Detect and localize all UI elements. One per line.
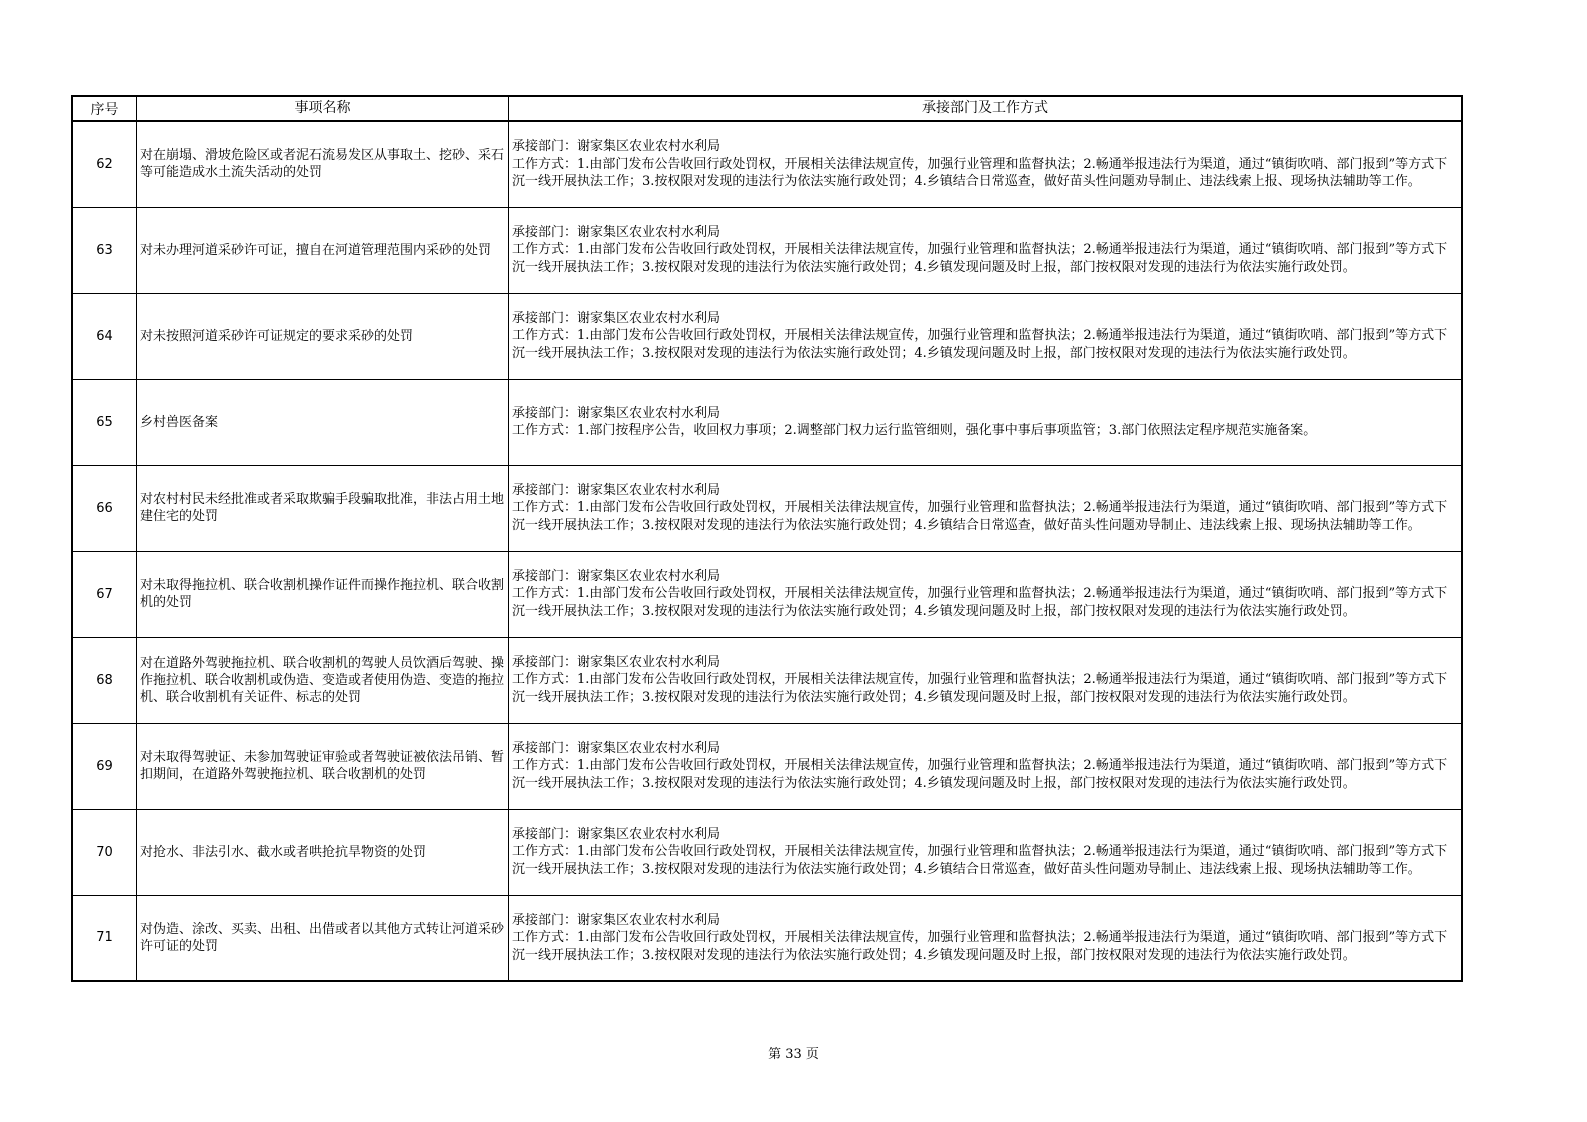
row-item-name: 对伪造、涂改、买卖、出租、出借或者以其他方式转让河道采砂许可证的处罚 xyxy=(137,895,509,981)
row-dept: 承接部门：谢家集区农业农村水利局 xyxy=(512,568,721,584)
row-method: 工作方式：1.由部门发布公告收回行政处罚权，开展相关法律法规宣传，加强行业管理和监督执法；2.畅通举报违法行为渠道，通过“镇街吹哨、部门报到”等方式下沉一线开展执法工作；3.按权限对发现的违法行为依法实施行政处罚；4.乡镇发现问题及时上报，部门按权限对发现的违法行为依法实施行政处罚。 xyxy=(512,930,1448,963)
items-table xyxy=(71,95,1463,982)
row-item-name: 乡村兽医备案 xyxy=(137,379,509,465)
row-dept-method xyxy=(509,293,1463,379)
table-row xyxy=(72,465,1462,551)
row-item-name: 对未办理河道采砂许可证，擅自在河道管理范围内采砂的处罚 xyxy=(137,207,509,293)
header-dept-method: 承接部门及工作方式 xyxy=(509,96,1463,121)
row-dept-method xyxy=(509,809,1463,895)
row-dept: 承接部门：谢家集区农业农村水利局 xyxy=(512,912,721,928)
row-item-name: 对抢水、非法引水、截水或者哄抢抗旱物资的处罚 xyxy=(137,809,509,895)
table-row xyxy=(72,121,1462,207)
row-dept: 承接部门：谢家集区农业农村水利局 xyxy=(512,654,721,670)
table-body xyxy=(72,121,1462,981)
row-serial-no: 68 xyxy=(72,637,137,723)
row-method: 工作方式：1.由部门发布公告收回行政处罚权，开展相关法律法规宣传，加强行业管理和监督执法；2.畅通举报违法行为渠道，通过“镇街吹哨、部门报到”等方式下沉一线开展执法工作；3.按权限对发现的违法行为依法实施行政处罚；4.乡镇发现问题及时上报，部门按权限对发现的违法行为依法实施行政处罚。 xyxy=(512,672,1448,705)
table-row xyxy=(72,207,1462,293)
row-serial-no: 62 xyxy=(72,121,137,207)
row-dept-method xyxy=(509,207,1463,293)
row-dept-method xyxy=(509,637,1463,723)
row-item-name: 对未取得拖拉机、联合收割机操作证件而操作拖拉机、联合收割机的处罚 xyxy=(137,551,509,637)
row-dept-method xyxy=(509,551,1463,637)
row-dept-method xyxy=(509,465,1463,551)
row-dept: 承接部门：谢家集区农业农村水利局 xyxy=(512,826,721,842)
table-row xyxy=(72,379,1462,465)
row-method: 工作方式：1.由部门发布公告收回行政处罚权，开展相关法律法规宣传，加强行业管理和监督执法；2.畅通举报违法行为渠道，通过“镇街吹哨、部门报到”等方式下沉一线开展执法工作；3.按权限对发现的违法行为依法实施行政处罚；4.乡镇发现问题及时上报，部门按权限对发现的违法行为依法实施行政处罚。 xyxy=(512,328,1448,361)
row-dept: 承接部门：谢家集区农业农村水利局 xyxy=(512,482,721,498)
header-serial-no: 序号 xyxy=(72,96,137,121)
row-dept: 承接部门：谢家集区农业农村水利局 xyxy=(512,139,721,154)
header-item-name: 事项名称 xyxy=(137,96,509,121)
table-row xyxy=(72,293,1462,379)
row-dept-method xyxy=(509,379,1463,465)
row-dept: 承接部门：谢家集区农业农村水利局 xyxy=(512,224,721,240)
row-method: 工作方式：1.由部门发布公告收回行政处罚权，开展相关法律法规宣传，加强行业管理和监督执法；2.畅通举报违法行为渠道，通过“镇街吹哨、部门报到”等方式下沉一线开展执法工作；3.按权限对发现的违法行为依法实施行政处罚；4.乡镇结合日常巡查，做好苗头性问题劝导制止、违法线索上报、现场执法辅助等工作。 xyxy=(512,500,1448,533)
row-serial-no: 69 xyxy=(72,723,137,809)
table-row xyxy=(72,551,1462,637)
row-serial-no: 67 xyxy=(72,551,137,637)
row-method: 工作方式：1.由部门发布公告收回行政处罚权，开展相关法律法规宣传，加强行业管理和监督执法；2.畅通举报违法行为渠道，通过“镇街吹哨、部门报到”等方式下沉一线开展执法工作；3.按权限对发现的违法行为依法实施行政处罚；4.乡镇结合日常巡查，做好苗头性问题劝导制止、违法线索上报、现场执法辅助等工作。 xyxy=(512,156,1448,189)
row-item-name: 对在道路外驾驶拖拉机、联合收割机的驾驶人员饮酒后驾驶、操作拖拉机、联合收割机或伪造、变造或者使用伪造、变造的拖拉机、联合收割机有关证件、标志的处罚 xyxy=(137,637,509,723)
row-method: 工作方式：1.由部门发布公告收回行政处罚权，开展相关法律法规宣传，加强行业管理和监督执法；2.畅通举报违法行为渠道，通过“镇街吹哨、部门报到”等方式下沉一线开展执法工作；3.按权限对发现的违法行为依法实施行政处罚；4.乡镇发现问题及时上报，部门按权限对发现的违法行为依法实施行政处罚。 xyxy=(512,758,1448,791)
table-row xyxy=(72,895,1462,981)
row-dept: 承接部门：谢家集区农业农村水利局 xyxy=(512,740,721,756)
row-serial-no: 64 xyxy=(72,293,137,379)
row-serial-no: 66 xyxy=(72,465,137,551)
row-dept: 承接部门：谢家集区农业农村水利局 xyxy=(512,310,721,326)
row-dept: 承接部门：谢家集区农业农村水利局 xyxy=(512,405,721,421)
row-serial-no: 70 xyxy=(72,809,137,895)
table-row xyxy=(72,637,1462,723)
row-item-name: 对在崩塌、滑坡危险区或者泥石流易发区从事取土、挖砂、采石等可能造成水土流失活动的处罚 xyxy=(137,121,509,207)
row-method: 工作方式：1.由部门发布公告收回行政处罚权，开展相关法律法规宣传，加强行业管理和监督执法；2.畅通举报违法行为渠道，通过“镇街吹哨、部门报到”等方式下沉一线开展执法工作；3.按权限对发现的违法行为依法实施行政处罚；4.乡镇发现问题及时上报，部门按权限对发现的违法行为依法实施行政处罚。 xyxy=(512,586,1448,619)
row-item-name: 对农村村民未经批准或者采取欺骗手段骗取批准，非法占用土地建住宅的处罚 xyxy=(137,465,509,551)
row-method: 工作方式：1.部门按程序公告，收回权力事项；2.调整部门权力运行监管细则，强化事中事后事项监管；3.部门依照法定程序规范实施备案。 xyxy=(512,423,1317,438)
row-dept-method xyxy=(509,723,1463,809)
row-serial-no: 71 xyxy=(72,895,137,981)
row-dept-method xyxy=(509,895,1463,981)
page-number: 第 33 页 xyxy=(768,1047,819,1062)
row-serial-no: 63 xyxy=(72,207,137,293)
row-method: 工作方式：1.由部门发布公告收回行政处罚权，开展相关法律法规宣传，加强行业管理和监督执法；2.畅通举报违法行为渠道，通过“镇街吹哨、部门报到”等方式下沉一线开展执法工作；3.按权限对发现的违法行为依法实施行政处罚；4.乡镇结合日常巡查，做好苗头性问题劝导制止、违法线索上报、现场执法辅助等工作。 xyxy=(512,844,1448,877)
row-item-name: 对未按照河道采砂许可证规定的要求采砂的处罚 xyxy=(137,293,509,379)
row-method: 工作方式：1.由部门发布公告收回行政处罚权，开展相关法律法规宣传，加强行业管理和监督执法；2.畅通举报违法行为渠道，通过“镇街吹哨、部门报到”等方式下沉一线开展执法工作；3.按权限对发现的违法行为依法实施行政处罚；4.乡镇发现问题及时上报，部门按权限对发现的违法行为依法实施行政处罚。 xyxy=(512,242,1448,275)
row-item-name: 对未取得驾驶证、未参加驾驶证审验或者驾驶证被依法吊销、暂扣期间，在道路外驾驶拖拉机、联合收割机的处罚 xyxy=(137,723,509,809)
row-serial-no: 65 xyxy=(72,379,137,465)
row-dept-method xyxy=(509,121,1463,207)
table-header-row xyxy=(72,96,1462,121)
table-row xyxy=(72,809,1462,895)
table-row xyxy=(72,723,1462,809)
